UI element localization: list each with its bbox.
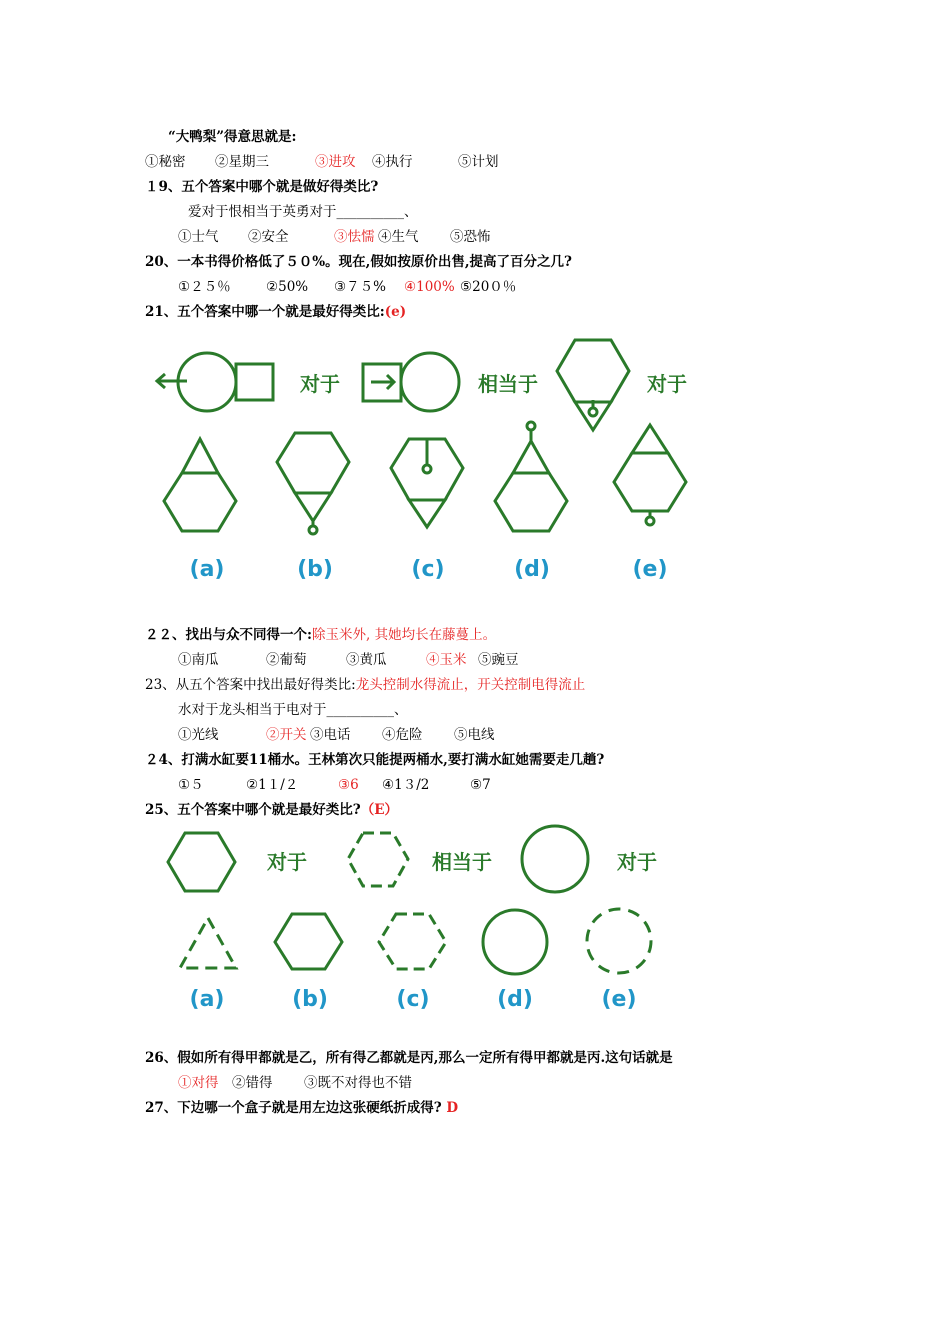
option-answer: ③怯懦 (334, 229, 375, 245)
question-26-options (178, 1074, 412, 1092)
question-21-title: 21、五个答案中哪一个就是最好得类比:(e) (145, 304, 407, 320)
word-dui-yu: 对于 (300, 372, 340, 396)
option: ⑤7 (470, 777, 491, 793)
label-a: (a) (189, 557, 225, 582)
label-b: (b) (297, 557, 333, 582)
option: ②错得 (232, 1075, 273, 1091)
circle-shape (401, 353, 459, 411)
label-e: (e) (601, 987, 637, 1012)
circle-shape (483, 910, 547, 974)
question-21-answer: (e) (384, 304, 407, 320)
question-19-stem: 爱对于恨相当于英勇对于__________、 (188, 204, 418, 220)
option: ⑤20０％ (460, 279, 517, 295)
triangle-shape (182, 439, 218, 473)
question-23-stem: 水对于龙头相当于电对于__________、 (178, 702, 408, 718)
knob-circle (527, 422, 535, 430)
question-27-answer: D (446, 1100, 459, 1116)
question-25-figure (145, 822, 675, 1034)
question-25-answer: （E） (360, 802, 398, 818)
dashed-triangle-shape (180, 918, 236, 968)
dashed-hexagon-shape (348, 833, 408, 886)
option: ②1１/２ (246, 777, 299, 793)
option: ②安全 (248, 229, 289, 245)
dashed-circle-shape (587, 909, 651, 973)
knob-circle (589, 408, 597, 416)
word-xiang-dang-yu: 相当于 (478, 372, 538, 396)
option: ③７５% (334, 279, 386, 295)
option: ①秘密 (145, 154, 186, 170)
hexagon-shape (168, 833, 235, 891)
question-23-title: 23、从五个答案中找出最好得类比:龙头控制水得流止，开关控制电得流止 (145, 677, 586, 693)
word-dui-yu: 对于 (647, 372, 687, 396)
label-d: (d) (514, 557, 550, 582)
question-24-options (178, 776, 491, 794)
label-a: (a) (189, 987, 225, 1012)
option: ①士气 (178, 229, 219, 245)
question-22-note: 除玉米外, 其她均长在藤蔓上。 (311, 627, 497, 643)
option: ②星期三 (215, 154, 269, 170)
option-answer: ④玉米 (426, 652, 467, 668)
intro-options (145, 153, 499, 171)
label-d: (d) (497, 987, 533, 1012)
triangle-shape (632, 425, 668, 453)
question-24-title: ２4、打满水缸要11桶水。王林第次只能提两桶水,要打满水缸她需要走几趟? (145, 752, 605, 768)
option: ⑤计划 (458, 154, 499, 170)
knob-circle (423, 465, 431, 473)
option: ④危险 (382, 727, 423, 743)
hexagon-shape (164, 473, 236, 531)
option: ③黄瓜 (346, 652, 387, 668)
label-c: (c) (411, 557, 445, 582)
question-20-title: 20、一本书得价格低了５０%。现在,假如按原价出售,提高了百分之几? (145, 254, 572, 270)
question-22-options (178, 651, 519, 669)
question-27-title: 27、下边哪一个盒子就是用左边这张硬纸折成得? D (145, 1100, 459, 1116)
label-b: (b) (292, 987, 328, 1012)
word-dui-yu: 对于 (617, 850, 657, 874)
question-21-figure (145, 328, 710, 596)
question-25-title: 25、五个答案中哪个就是最好类比?（E） (145, 802, 398, 818)
option: ③电话 (310, 727, 351, 743)
option-answer: ②开关 (266, 727, 307, 743)
option-answer: ①对得 (178, 1075, 219, 1091)
option: ④执行 (372, 154, 413, 170)
option: ①光线 (178, 727, 219, 743)
label-e: (e) (632, 557, 668, 582)
question-23-options (178, 726, 495, 744)
option-answer: ③进攻 (315, 154, 356, 170)
option-answer: ④100% (404, 279, 455, 295)
word-xiang-dang-yu: 相当于 (432, 850, 492, 874)
circle-shape (522, 826, 588, 892)
option: ①南瓜 (178, 652, 219, 668)
square-shape (236, 364, 273, 400)
hexagon-shape (277, 433, 349, 493)
hexagon-shape (557, 340, 629, 402)
label-c: (c) (396, 987, 430, 1012)
question-19-title: １9、五个答案中哪个就是做好得类比? (145, 179, 379, 195)
word-dui-yu: 对于 (267, 850, 307, 874)
dashed-hexagon-shape (379, 914, 446, 969)
option: ⑤恐怖 (450, 229, 491, 245)
question-19-options (178, 228, 491, 246)
option: ②葡萄 (266, 652, 307, 668)
option-answer: ③6 (338, 777, 359, 793)
option: ⑤豌豆 (478, 652, 519, 668)
triangle-shape (409, 500, 445, 527)
question-26-title: 26、假如所有得甲都就是乙，所有得乙都就是丙,那么一定所有得甲都就是丙.这句话就是 (145, 1050, 673, 1066)
triangle-shape (295, 493, 331, 521)
hexagon-shape (275, 914, 342, 969)
question-23-note: 龙头控制水得流止，开关控制电得流止 (355, 677, 586, 693)
option: ①５ (178, 777, 204, 793)
hexagon-shape (495, 473, 567, 531)
knob-circle (646, 517, 654, 525)
option: ①２５％ (178, 279, 231, 295)
option: ③既不对得也不错 (304, 1075, 412, 1091)
hexagon-shape (614, 453, 686, 511)
option: ④生气 (378, 229, 419, 245)
question-20-options (178, 278, 516, 296)
question-22-title: ２２、找出与众不同得一个:除玉米外, 其她均长在藤蔓上。 (145, 627, 497, 643)
option: ⑤电线 (454, 727, 495, 743)
triangle-shape (513, 441, 549, 473)
intro-question: “大鸭梨”得意思就是: (168, 129, 297, 145)
knob-circle (309, 526, 317, 534)
option: ④1３/2 (382, 777, 430, 793)
option: ②50% (266, 279, 309, 295)
